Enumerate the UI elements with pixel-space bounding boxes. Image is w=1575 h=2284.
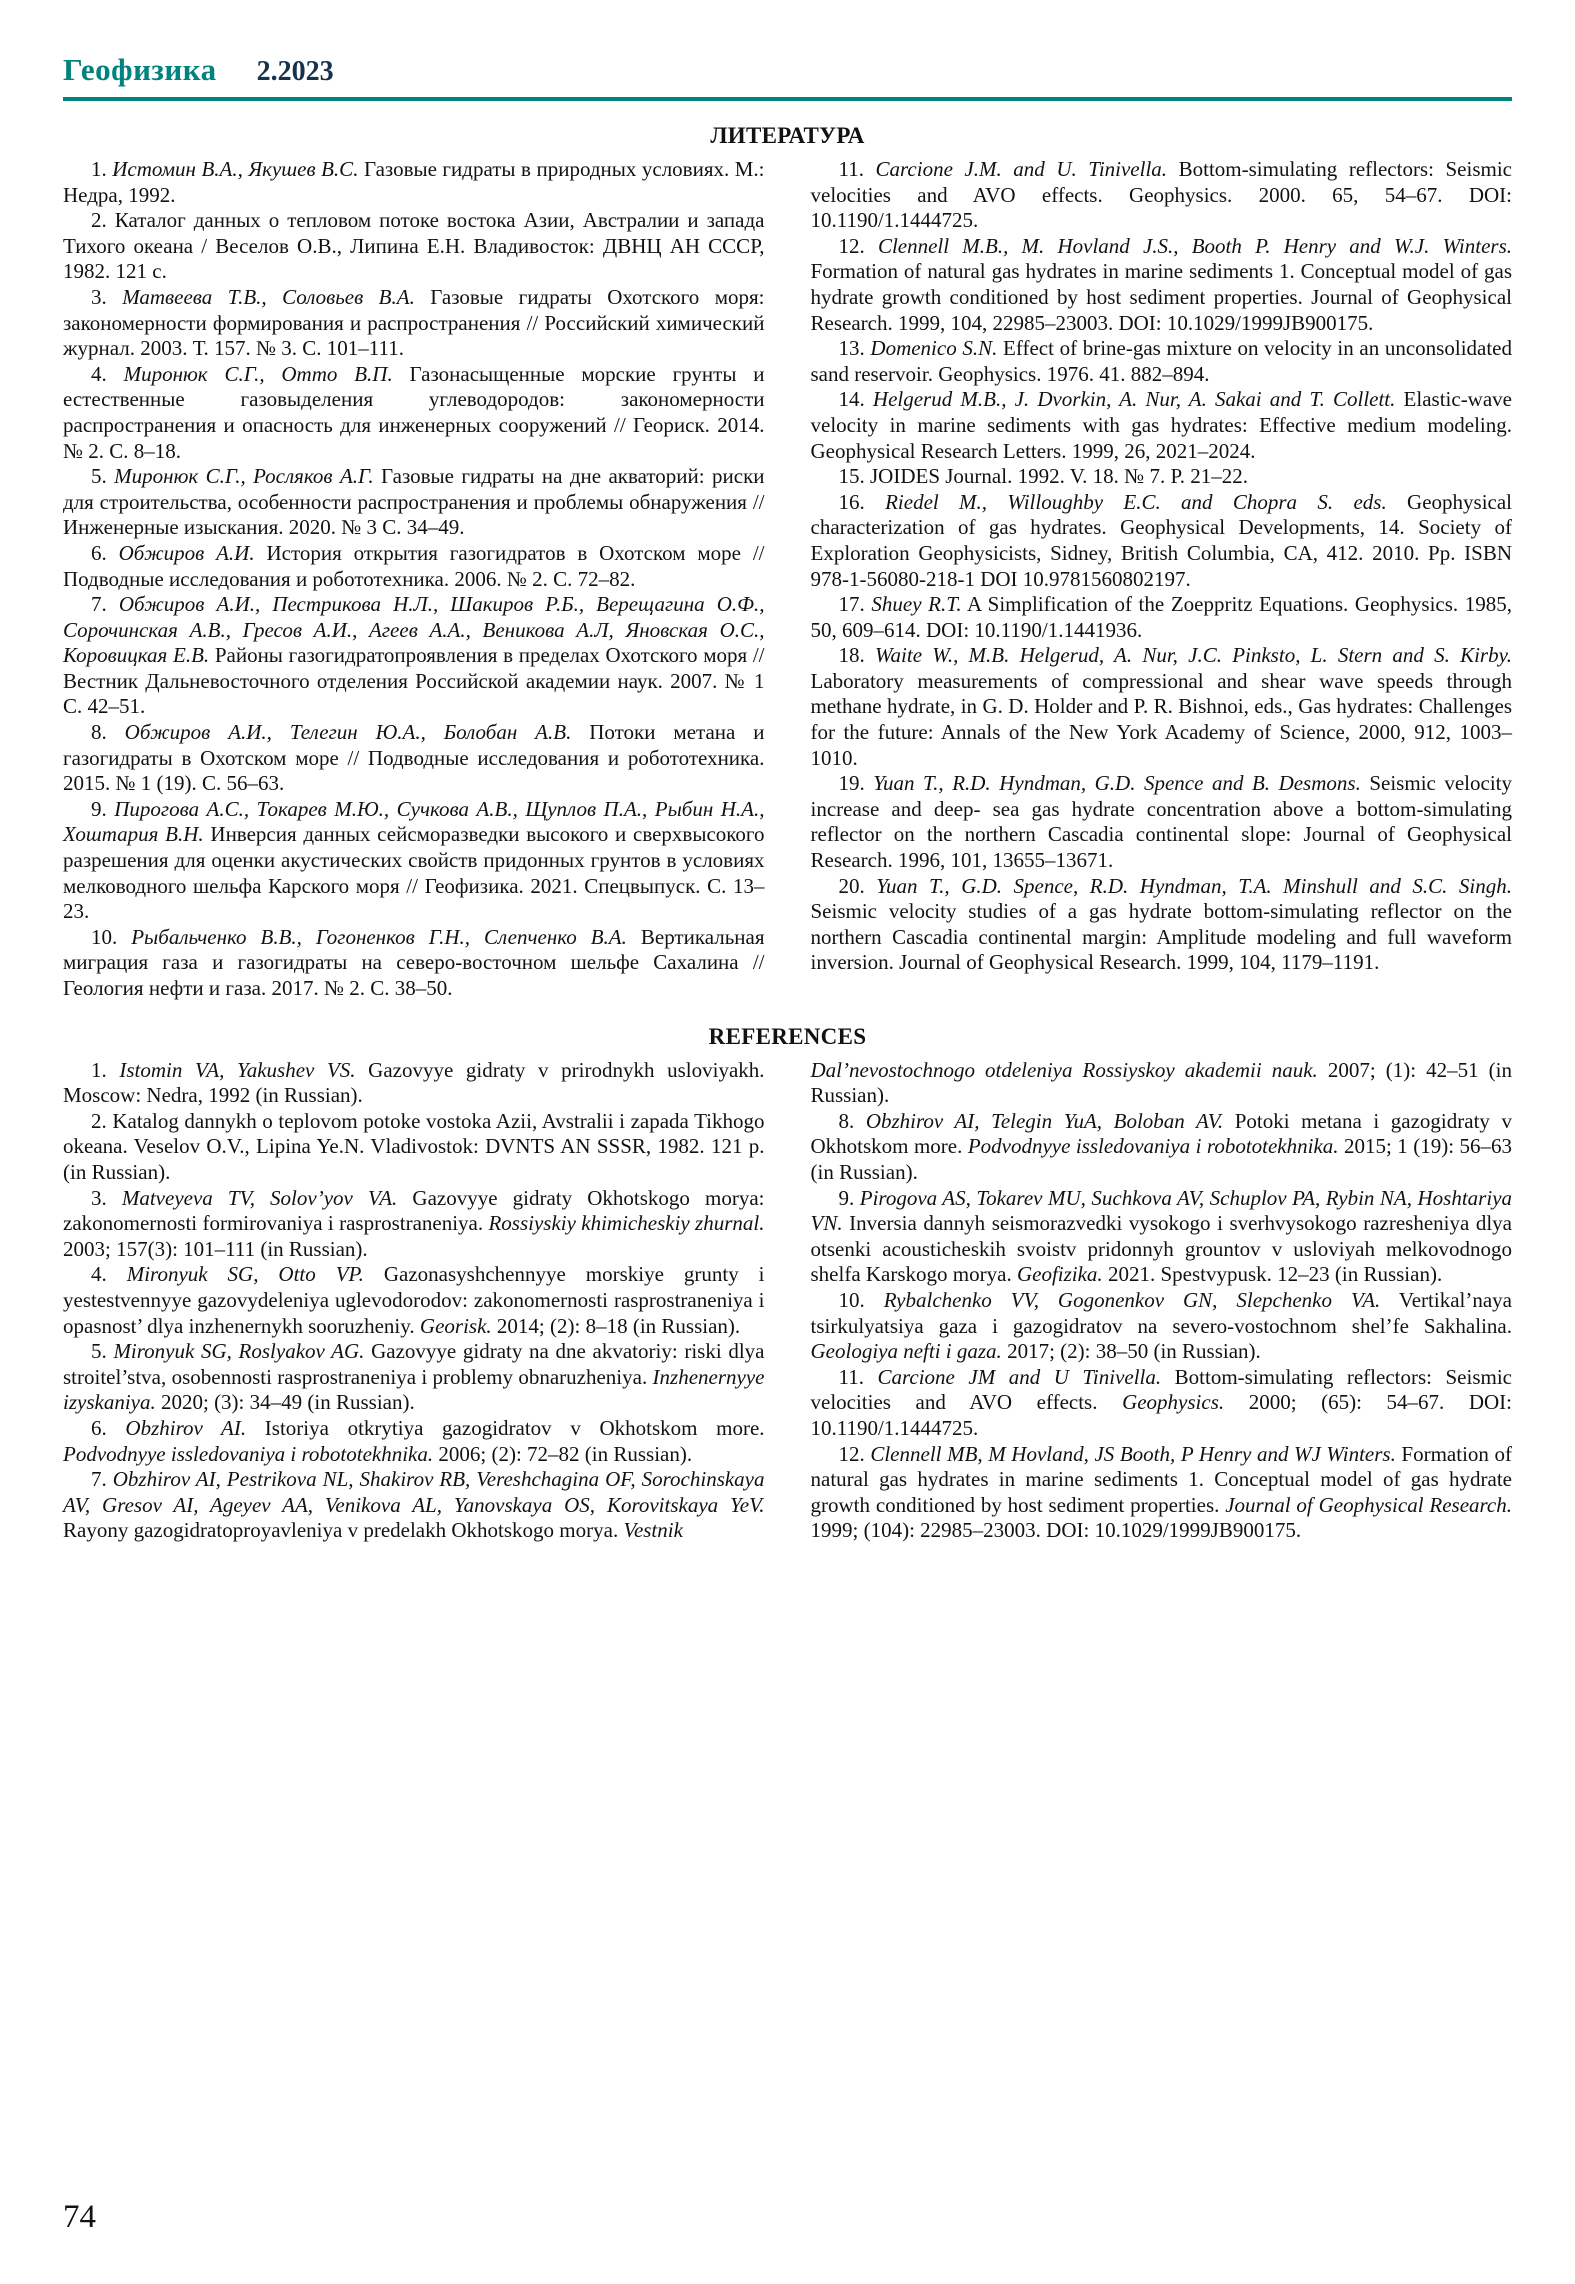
ref-text-segment: Formation of natural gas hydrates in marine sediments 1. Conceptual model of gas hydrate growth conditioned by host sediment properties. Journal of Geophysical Research. 1999, 104, 22985–23003. DOI: 10.1029/1999JB900175. bbox=[810, 259, 1512, 335]
ref-text-segment: 8. bbox=[91, 720, 125, 745]
ref-italic-segment: Shuey R.T. bbox=[871, 592, 962, 617]
reference-item bbox=[63, 797, 765, 925]
ref-italic-segment: Clennell MB, M Hovland, JS Booth, P Henry and WJ Winters. bbox=[870, 1441, 1396, 1466]
ref-italic-segment: Mironyuk SG, Roslyakov AG. bbox=[113, 1339, 365, 1364]
reference-item bbox=[811, 771, 1513, 873]
reference-item bbox=[811, 234, 1513, 336]
ref-text-segment: 2000; (65): 54–67. DOI: 10.1190/1.1444725. bbox=[810, 1390, 1512, 1440]
ref-text-segment: Istoriya otkrytiya gazogidratov v Okhotskom more. bbox=[246, 1415, 765, 1440]
ref-text-segment: 14. bbox=[838, 387, 873, 412]
ref-italic-segment: Inzhenernyye izyskaniya. bbox=[63, 1364, 765, 1415]
ref-italic-segment: Obzhirov AI, Telegin YuA, Boloban AV. bbox=[865, 1108, 1224, 1133]
ref-text-segment: 12. bbox=[838, 1441, 871, 1466]
reference-item bbox=[811, 464, 1513, 490]
ref-italic-segment: Domenico S.N. bbox=[870, 336, 998, 361]
ref-italic-segment: Podvodnyye issledovaniya i robototekhnika. bbox=[63, 1441, 434, 1466]
ref-text-segment: Bottom-simulating reflectors: Seismic velocities and AVO effects. bbox=[810, 1364, 1512, 1415]
ref-text-segment: Geophysical characterization of gas hydrates. Geophysical Developments, 14. Society of Exploration Geophysicists, Sidney, British Columbia, CA, 412. 2010. Pp. ISBN 978-1-56080-218-1 DOI 10.9781560802197. bbox=[810, 489, 1513, 591]
references-column-left bbox=[63, 1058, 765, 1544]
ref-text-segment: Gazovyye gidraty Okhotskogo morya: zakonomernosti formirovaniya i rasprostraneniya. bbox=[63, 1185, 765, 1236]
ref-text-segment: Газовые гидраты в природных условиях. М.: Недра, 1992. bbox=[63, 157, 765, 207]
page-number: 74 bbox=[63, 2199, 96, 2235]
ref-italic-segment: Обжиров А.И., Пестрикова Н.Л., Шакиров Р.Б., Верещагина О.Ф., Сорочинская А.В., Гресов А.И., Агеев А.А., Веникова А.Л, Яновская О.С., Коровицкая Е.В. bbox=[63, 592, 765, 668]
ref-text-segment: 20. bbox=[838, 873, 877, 898]
reference-item bbox=[811, 387, 1513, 464]
ref-italic-segment: Geophysics. bbox=[1122, 1390, 1225, 1415]
reference-item bbox=[63, 464, 765, 541]
ref-text-segment: Вертикальная миграция газа и газогидраты на северо-восточном шельфе Сахалина // Геология нефти и газа. 2017. № 2. С. 38–50. bbox=[63, 924, 765, 1000]
ref-text-segment: Laboratory measurements of compressional and shear wave speeds through methane hydrate, in G. D. Holder and P. R. Bishnoi, eds., Gas hydrates: Challenges for the future: Annals of the New York Academy of Science, 2000, 912, 1003–1010. bbox=[810, 668, 1512, 770]
ref-text-segment: Formation of natural gas hydrates in marine sediments 1. Conceptual model of gas hydrate growth conditioned by host sediment properties. bbox=[810, 1441, 1512, 1517]
ref-text-segment: 17. bbox=[838, 592, 872, 617]
reference-item bbox=[63, 720, 765, 797]
ref-text-segment: 9. bbox=[838, 1185, 860, 1210]
ref-text-segment: 2017; (2): 38–50 (in Russian). bbox=[1001, 1339, 1261, 1364]
ref-text-segment: 13. bbox=[838, 336, 871, 361]
ref-text-segment: Potoki metana i gazogidraty v Okhotskom more. bbox=[810, 1108, 1512, 1159]
ref-text-segment: Inversia dannyh seismorazvedki vysokogo i sverhvysokogo razresheniya dlya otsenki acousticheskih svoistv pridonnyh grountov v usloviyah melkovodnogo shelfa Karskogo morya. bbox=[810, 1211, 1512, 1287]
ref-italic-segment: Istomin VA, Yakushev VS. bbox=[119, 1057, 356, 1082]
ref-text-segment: Газовые гидраты на дне акваторий: риски для строительства, особенности распространения и проблемы обнаружения // Инженерные изыскания. 2020. № 3 С. 34–49. bbox=[63, 464, 765, 540]
ref-italic-segment: Matveyeva TV, Solov’yov VA. bbox=[121, 1185, 398, 1210]
reference-item bbox=[63, 285, 765, 362]
reference-item bbox=[63, 1467, 765, 1544]
section-literatura bbox=[63, 123, 1512, 1002]
reference-item bbox=[63, 925, 765, 1002]
ref-text-segment: Vertikal’naya tsirkulyatsiya gaza i gazogidratov na severo-vostochnom shel’fe Sakhalina. bbox=[810, 1287, 1513, 1338]
ref-text-segment: Инверсия данных сейсморазведки высокого и сверхвысокого разрешения для оценки акустических свойств придонных грунтов в условиях мелководного шельфа Карского моря // Геофизика. 2021. Спецвыпуск. С. 13–23. bbox=[63, 822, 765, 924]
literatura-column-right bbox=[811, 157, 1513, 1002]
ref-text-segment: 6. bbox=[91, 1415, 126, 1440]
ref-italic-segment: Rossiyskiy khimicheskiy zhurnal. bbox=[488, 1211, 765, 1236]
ref-italic-segment: Riedel M., Willoughby E.C. and Chopra S. eds. bbox=[885, 489, 1387, 514]
ref-italic-segment: Journal of Geophysical Research. bbox=[1225, 1492, 1512, 1517]
reference-item bbox=[811, 157, 1513, 234]
ref-italic-segment: Waite W., M.B. Helgerud, A. Nur, J.C. Pinksto, L. Stern and S. Kirby. bbox=[874, 643, 1513, 668]
ref-italic-segment: Obzhirov AI, Pestrikova NL, Shakirov RB, Vereshchagina OF, Sorochinskaya AV, Gresov AI, Ageyev AA, Venikova AL, Yanovskaya OS, Korovitskaya YeV. bbox=[63, 1467, 765, 1517]
reference-item bbox=[63, 362, 765, 464]
reference-item bbox=[63, 541, 765, 592]
ref-text-segment: Gazovyye gidraty v prirodnykh usloviyakh. Moscow: Nedra, 1992 (in Russian). bbox=[63, 1057, 765, 1108]
ref-text-segment: 19. bbox=[838, 771, 874, 796]
ref-text-segment: 8. bbox=[838, 1108, 866, 1133]
ref-text-segment: 2007; (1): 42–51 (in Russian). bbox=[810, 1057, 1512, 1108]
reference-item bbox=[811, 874, 1513, 976]
references-column-right bbox=[811, 1058, 1513, 1544]
ref-text-segment: 2015; 1 (19): 56–63 (in Russian). bbox=[810, 1134, 1513, 1184]
header-row bbox=[63, 52, 1512, 88]
ref-text-segment: 3. bbox=[91, 1185, 122, 1210]
reference-item bbox=[811, 1186, 1513, 1288]
ref-italic-segment: Obzhirov AI. bbox=[125, 1415, 247, 1440]
ref-italic-segment: Обжиров А.И., Телегин Ю.А., Болобан А.В. bbox=[124, 720, 572, 745]
ref-italic-segment: Georisk. bbox=[419, 1313, 492, 1338]
reference-item bbox=[811, 1109, 1513, 1186]
reference-item bbox=[811, 643, 1513, 771]
ref-text-segment: 10. bbox=[838, 1287, 884, 1312]
ref-text-segment: 11. bbox=[838, 1364, 878, 1389]
ref-italic-segment: Helgerud M.B., J. Dvorkin, A. Nur, A. Sakai and T. Collett. bbox=[872, 387, 1396, 412]
ref-text-segment: 11. bbox=[838, 157, 876, 181]
literatura-heading: ЛИТЕРАТУРА bbox=[710, 123, 865, 148]
ref-italic-segment: Пирогова А.С., Токарев М.Ю., Сучкова А.В., Щуплов П.А., Рыбин Н.А., Хоштария В.Н. bbox=[63, 796, 765, 847]
literatura-columns bbox=[63, 157, 1512, 1002]
ref-text-segment: 18. bbox=[838, 643, 875, 668]
ref-italic-segment: Carcione J.M. and U. Tinivella. bbox=[875, 157, 1168, 181]
ref-text-segment: 15. JOIDES Journal. 1992. V. 18. № 7. P. 21–22. bbox=[838, 464, 1249, 489]
reference-item bbox=[811, 1442, 1513, 1544]
page-footer bbox=[63, 2199, 1512, 2254]
page-header bbox=[63, 52, 1512, 101]
ref-text-segment: Gazonasyshchennyye morskiye grunty i yestestvennyye gazovydeleniya uglevodorodov: zakonomernosti rasprostraneniya i opasnost’ dlya inzhenernykh sooruzheniy. bbox=[63, 1262, 765, 1338]
ref-text-segment: 7. bbox=[91, 592, 119, 617]
reference-item bbox=[63, 1186, 765, 1263]
ref-text-segment: 3. bbox=[91, 284, 123, 309]
ref-italic-segment: Clennell M.B., M. Hovland J.S., Booth P. Henry and W.J. Winters. bbox=[877, 233, 1512, 258]
ref-text-segment: A Simplification of the Zoeppritz Equations. Geophysics. 1985, 50, 609–614. DOI: 10.1190/1.1441936. bbox=[810, 592, 1513, 642]
ref-text-segment: 6. bbox=[91, 540, 119, 565]
journal-title: Геофизика bbox=[63, 52, 217, 87]
reference-item bbox=[63, 1416, 765, 1467]
ref-italic-segment: Geofizika. bbox=[1016, 1262, 1103, 1287]
ref-italic-segment: Mironyuk SG, Otto VP. bbox=[126, 1262, 364, 1287]
ref-italic-segment: Podvodnyye issledovaniya i robototekhnika. bbox=[967, 1134, 1339, 1159]
ref-text-segment: Effect of brine-gas mixture on velocity in an unconsolidated sand reservoir. Geophysics. 1976. 41. 882–894. bbox=[810, 336, 1512, 386]
ref-text-segment: 16. bbox=[838, 489, 886, 514]
issue-number: 2.2023 bbox=[256, 56, 334, 87]
literatura-column-left bbox=[63, 157, 765, 1002]
ref-italic-segment: Yuan T., R.D. Hyndman, G.D. Spence and B. Desmons. bbox=[873, 771, 1361, 796]
ref-text-segment: Bottom-simulating reflectors: Seismic velocities and AVO effects. Geophysics. 2000. 65, 54–67. DOI: 10.1190/1.1444725. bbox=[810, 157, 1512, 233]
ref-italic-segment: Миронюк С.Г., Росляков А.Г. bbox=[114, 464, 374, 489]
ref-text-segment: 5. bbox=[91, 1339, 114, 1364]
ref-italic-segment: Pirogova AS, Tokarev MU, Suchkova AV, Schuplov PA, Rybin NA, Hoshtariya VN. bbox=[810, 1185, 1513, 1236]
reference-item bbox=[63, 157, 765, 208]
reference-item bbox=[63, 592, 765, 720]
ref-text-segment: Потоки метана и газогидраты в Охотском море // Подводные исследования и робототехника. 2015. № 1 (19). С. 56–63. bbox=[63, 720, 765, 796]
ref-text-segment: 1. bbox=[91, 157, 113, 181]
ref-text-segment: Газовые гидраты Охотского моря: закономерности формирования и распространения // Российский химический журнал. 2003. Т. 157. № 3. С. 101–111. bbox=[63, 284, 765, 361]
ref-italic-segment: Carcione JM and U Tinivella. bbox=[877, 1364, 1162, 1389]
ref-italic-segment: Миронюк С.Г., Отто В.П. bbox=[123, 361, 393, 386]
ref-text-segment: 9. bbox=[91, 796, 115, 821]
reference-item bbox=[811, 1365, 1513, 1442]
ref-text-segment: 5. bbox=[91, 464, 115, 489]
ref-italic-segment: Рыбальченко В.В., Гогоненков Г.Н., Слепченко В.А. bbox=[131, 924, 627, 949]
ref-text-segment: Газонасыщенные морские грунты и естественные газовыделения углеводородов: закономерности распространения и опасность для инженерных сооружений // Геориск. 2014. № 2. С. 8–18. bbox=[63, 361, 765, 463]
reference-item bbox=[811, 336, 1513, 387]
reference-item-continuation bbox=[811, 1058, 1513, 1109]
ref-text-segment: 7. bbox=[91, 1467, 113, 1492]
reference-item bbox=[63, 1109, 765, 1186]
ref-text-segment: 1999; (104): 22985–23003. DOI: 10.1029/1999JB900175. bbox=[810, 1518, 1302, 1543]
ref-italic-segment: Dal’nevostochnogo otdeleniya Rossiyskoy akademii nauk. bbox=[810, 1057, 1318, 1082]
ref-italic-segment: Yuan T., G.D. Spence, R.D. Hyndman, T.A. Minshull and S.C. Singh. bbox=[876, 873, 1512, 898]
ref-italic-segment: Rybalchenko VV, Gogonenkov GN, Slepchenko VA. bbox=[883, 1287, 1381, 1312]
ref-text-segment: 2. Каталог данных о тепловом потоке востока Азии, Австралии и запада Тихого океана / Веселов О.В., Липина Е.Н. Владивосток: ДВНЦ АН СССР, 1982. 121 с. bbox=[63, 208, 765, 284]
ref-italic-segment: Истомин В.А., Якушев В.С. bbox=[112, 157, 359, 181]
references-columns bbox=[63, 1058, 1512, 1544]
ref-text-segment: Seismic velocity studies of a gas hydrate bottom-simulating reflector on the northern Cascadia continental margin: Amplitude modeling and full waveform inversion. Journal of Geophysical Research. 1999, 104, 1179–1191. bbox=[810, 899, 1512, 975]
ref-italic-segment: Матвеева Т.В., Соловьев В.А. bbox=[122, 284, 415, 309]
ref-text-segment: Seismic velocity increase and deep- sea gas hydrate concentration above a bottom-simulating reflector on the northern Cascadia continental slope: Journal of Geophysical Research. 1996, 101, 13655–13671. bbox=[810, 771, 1513, 873]
references-heading: REFERENCES bbox=[708, 1023, 867, 1049]
ref-text-segment: 2006; (2): 72–82 (in Russian). bbox=[433, 1441, 693, 1466]
reference-item bbox=[811, 592, 1513, 643]
ref-text-segment: Rayony gazogidratoproyavleniya v predelakh Okhotskogo morya. bbox=[63, 1518, 624, 1543]
ref-italic-segment: Обжиров А.И. bbox=[118, 540, 255, 565]
section-references bbox=[63, 1024, 1512, 1544]
reference-item bbox=[811, 490, 1513, 592]
page-body bbox=[63, 101, 1512, 1544]
ref-text-segment: Районы газогидратопроявления в пределах Охотского моря // Вестник Дальневосточного отделения Российской академии наук. 2007. № 1 С. 42–51. bbox=[63, 643, 765, 719]
ref-text-segment: 1. bbox=[91, 1057, 120, 1082]
reference-item bbox=[63, 1339, 765, 1416]
ref-italic-segment: Vestnik bbox=[623, 1518, 683, 1543]
ref-text-segment: Gazovyye gidraty na dne akvatoriy: riski dlya stroitel’stva, osobennosti rasprostraneniya i problemy obnaruzheniya. bbox=[63, 1339, 765, 1389]
ref-text-segment: 2021. Spestvypusk. 12–23 (in Russian). bbox=[1102, 1262, 1443, 1287]
ref-text-segment: 2. Katalog dannykh o teplovom potoke vostoka Azii, Avstralii i zapada Tikhogo okeana. Veselov O.V., Lipina Ye.N. Vladivostok: DVNTS AN SSSR, 1982. 121 p. (in Russian). bbox=[63, 1108, 765, 1184]
ref-italic-segment: Geologiya nefti i gaza. bbox=[810, 1339, 1002, 1364]
ref-text-segment: 4. bbox=[91, 361, 124, 386]
reference-item bbox=[63, 208, 765, 285]
ref-text-segment: 2003; 157(3): 101–111 (in Russian). bbox=[63, 1236, 368, 1261]
ref-text-segment: История открытия газогидратов в Охотском море // Подводные исследования и робототехника. 2006. № 2. С. 72–82. bbox=[63, 540, 765, 591]
ref-text-segment: Elastic-wave velocity in marine sediments with gas hydrates: Effective medium modeling. Geophysical Research Letters. 1999, 26, 2021–2024. bbox=[810, 387, 1512, 463]
ref-text-segment: 2020; (3): 34–49 (in Russian). bbox=[155, 1390, 415, 1415]
ref-text-segment: 12. bbox=[838, 233, 878, 258]
ref-text-segment: 10. bbox=[91, 924, 132, 949]
ref-text-segment: 2014; (2): 8–18 (in Russian). bbox=[491, 1313, 741, 1338]
ref-text-segment: 4. bbox=[91, 1262, 127, 1287]
reference-item bbox=[63, 1058, 765, 1109]
reference-item bbox=[811, 1288, 1513, 1365]
reference-item bbox=[63, 1262, 765, 1339]
